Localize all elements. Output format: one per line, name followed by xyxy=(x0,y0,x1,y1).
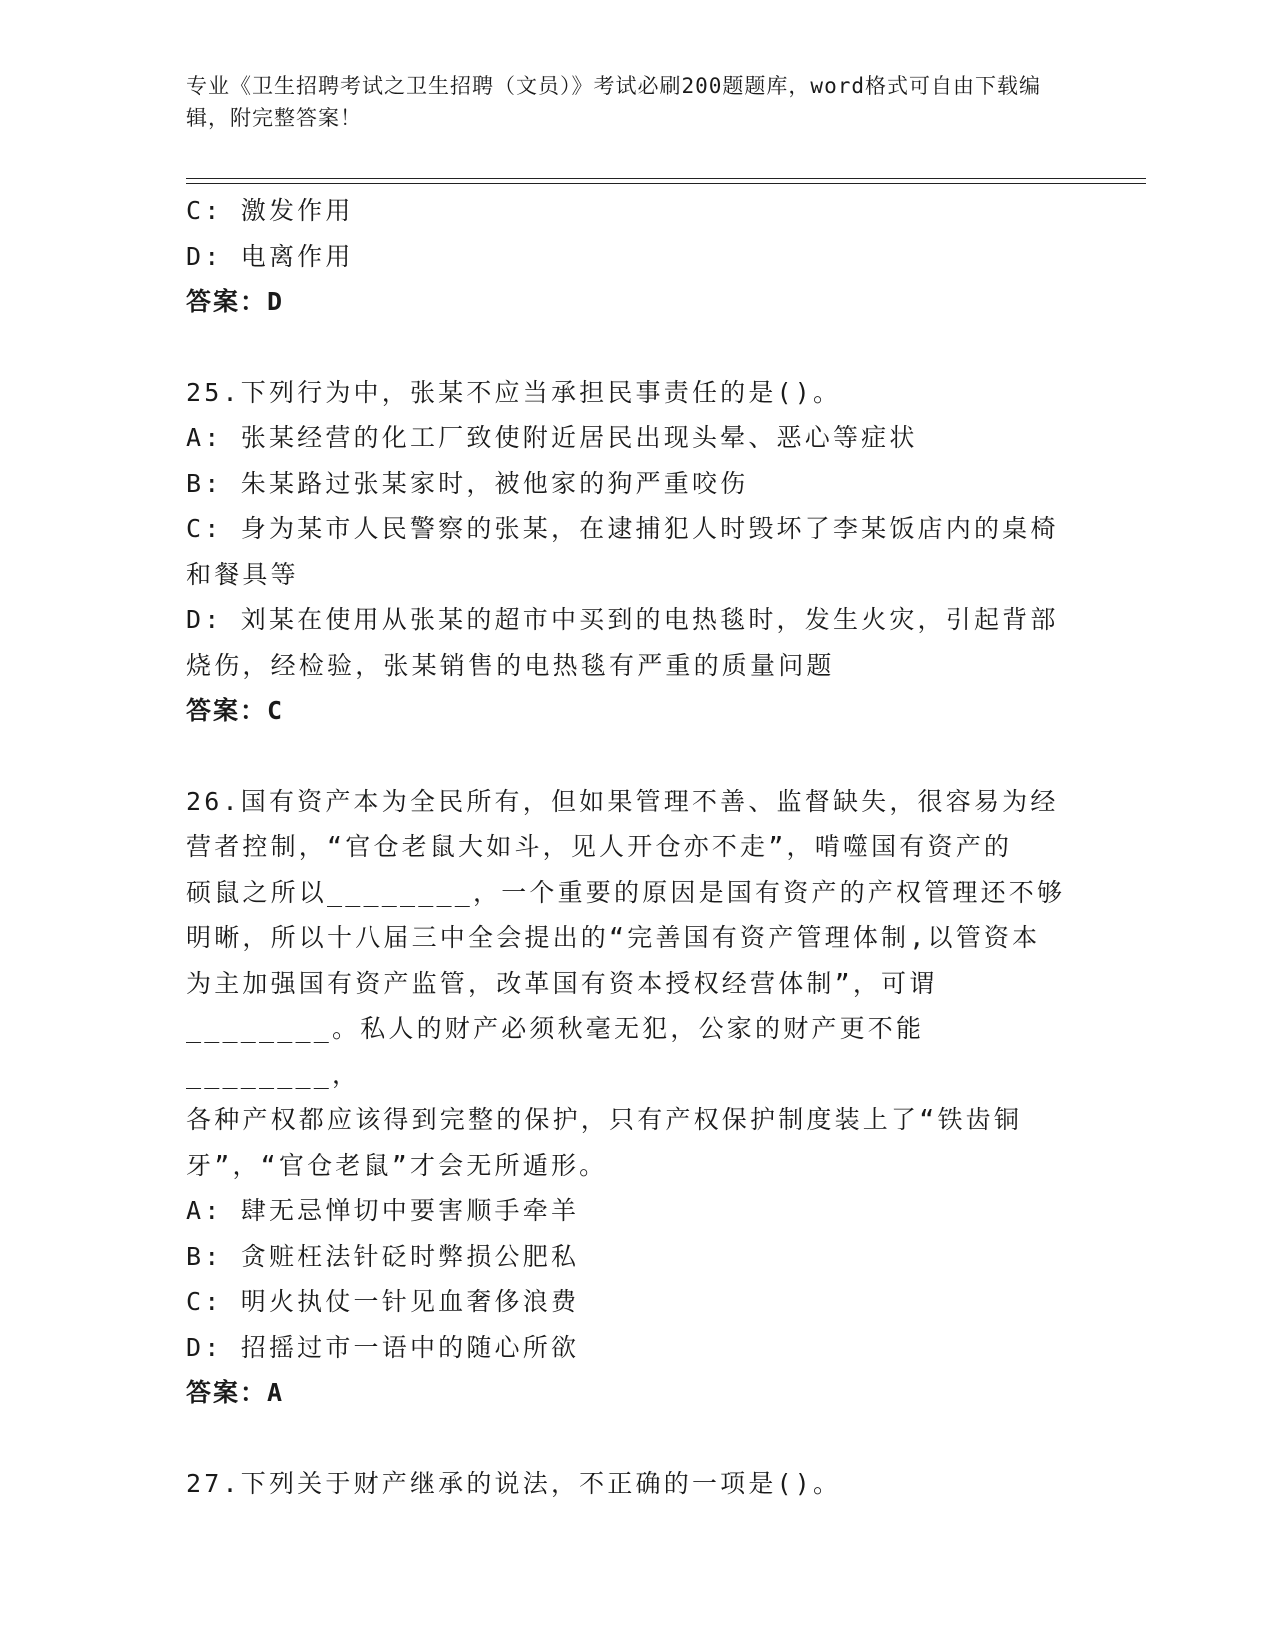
question-text-line-5: 为主加强国有资产监管，改革国有资本授权经营体制”，可谓 xyxy=(186,968,938,998)
header-divider-bottom xyxy=(186,183,1146,184)
header-divider-top xyxy=(186,178,1146,179)
document-header xyxy=(186,70,1086,134)
question-25-block xyxy=(186,370,1066,734)
question-26-block xyxy=(186,779,1066,1416)
spacer xyxy=(186,325,1066,370)
document-title: 专业《卫生招聘考试之卫生招聘（文员）》考试必刷200题题库，word格式可自由下载编辑，附完整答案！ xyxy=(186,74,1041,130)
question-text-line-3: 硕鼠之所以________，一个重要的原因是国有资产的产权管理还不够 xyxy=(186,877,1066,907)
question-text-line-2: 营者控制，“官仓老鼠大如斗，见人开仓亦不走”，啃噬国有资产的 xyxy=(186,832,1013,861)
answer: 答案：C xyxy=(186,696,285,725)
question-text-line-7: 各种产权都应该得到完整的保护，只有产权保护制度装上了“铁齿铜 xyxy=(186,1105,1023,1134)
option-a: A: 张某经营的化工厂致使附近居民出现头晕、恶心等症状 xyxy=(186,423,918,452)
option-a: A: 肆无忌惮切中要害顺手牵羊 xyxy=(186,1196,580,1225)
question-text-line-1: 26.国有资产本为全民所有，但如果管理不善、监督缺失，很容易为经 xyxy=(186,786,1059,816)
question-text-line-8: 牙”，“官仓老鼠”才会无所遁形。 xyxy=(186,1150,608,1180)
option-c: C: 激发作用 xyxy=(186,196,354,225)
previous-question-block xyxy=(186,188,1066,325)
spacer xyxy=(186,734,1066,779)
option-c: C: 身为某市人民警察的张某，在逮捕犯人时毁坏了李某饭店内的桌椅 xyxy=(186,514,1059,543)
answer: 答案：D xyxy=(186,287,285,316)
answer: 答案：A xyxy=(186,1378,285,1407)
option-d: D: 刘某在使用从张某的超市中买到的电热毯时，发生火灾，引起背部 xyxy=(186,605,1059,634)
question-text: 27.下列关于财产继承的说法，不正确的一项是()。 xyxy=(186,1468,842,1498)
question-text-line-6: ________。私人的财产必须秋毫无犯，公家的财产更不能________， xyxy=(186,1014,925,1089)
question-27-block xyxy=(186,1461,1066,1507)
option-d-continued: 烧伤，经检验，张某销售的电热毯有严重的质量问题 xyxy=(186,650,835,680)
question-text-line-4: 明晰，所以十八届三中全会提出的“完善国有资产管理体制,以管资本 xyxy=(186,923,1041,952)
spacer xyxy=(186,1416,1066,1461)
option-d: D: 招摇过市一语中的随心所欲 xyxy=(186,1332,580,1362)
option-b: B: 贪赃枉法针砭时弊损公肥私 xyxy=(186,1241,580,1271)
document-body xyxy=(186,188,1066,1506)
option-c-continued: 和餐具等 xyxy=(186,559,299,589)
option-b: B: 朱某路过张某家时，被他家的狗严重咬伤 xyxy=(186,468,749,498)
option-c: C: 明火执仗一针见血奢侈浪费 xyxy=(186,1287,580,1316)
question-text: 25.下列行为中，张某不应当承担民事责任的是()。 xyxy=(186,377,842,407)
option-d: D: 电离作用 xyxy=(186,241,354,271)
